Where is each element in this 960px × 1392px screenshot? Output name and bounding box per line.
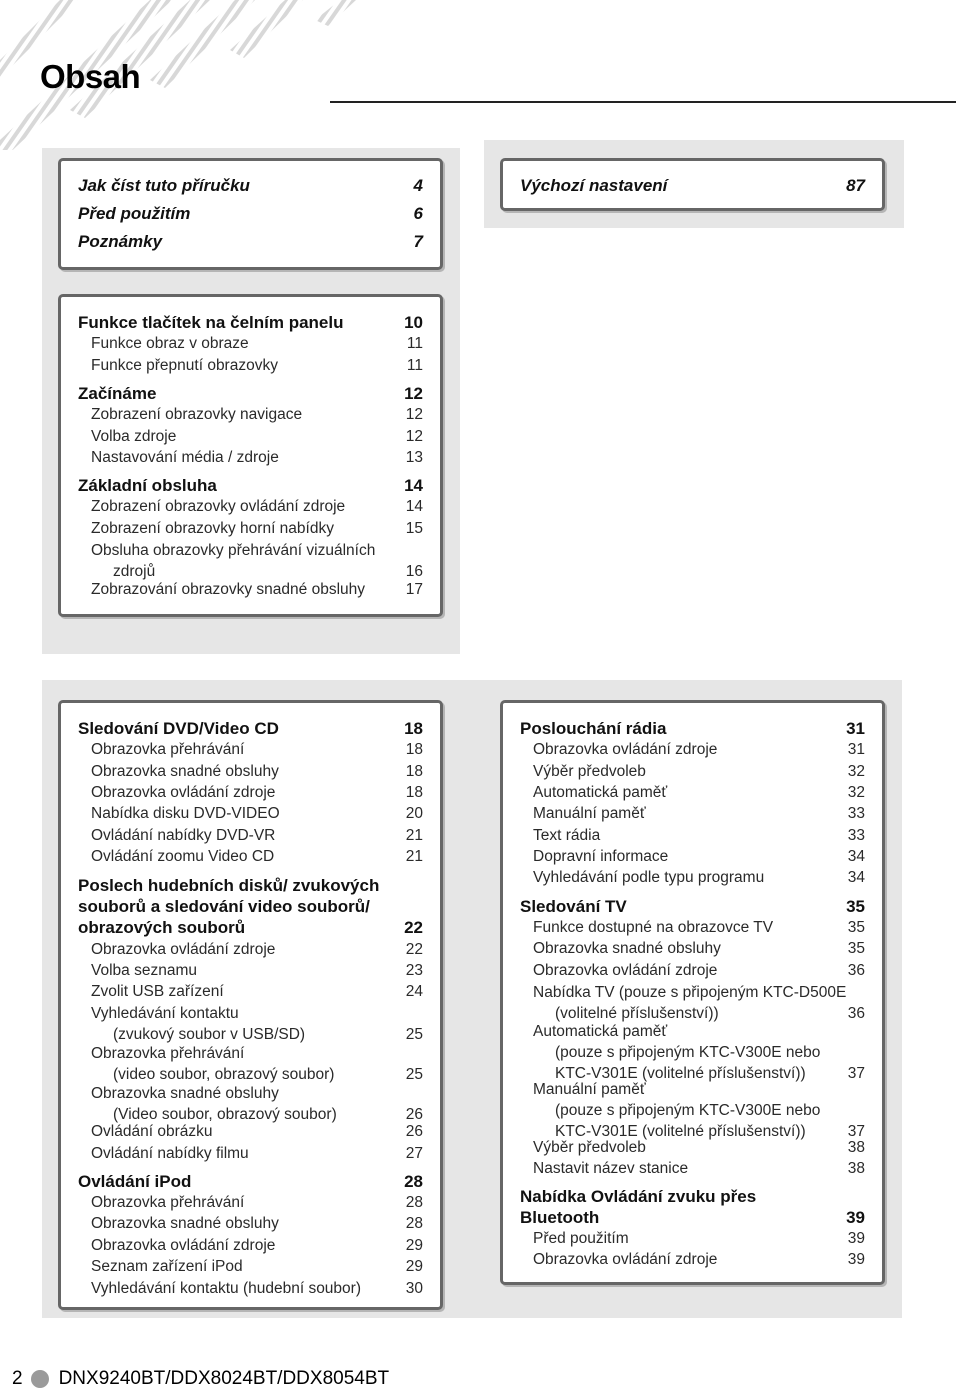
toc-entry-label: Jak číst tuto příručku <box>78 176 250 195</box>
toc-entry[interactable]: Manuální paměť (pouze s připojeným KTC-V300E nebo KTC-V301E (volitelné příslušenství)) 37 <box>533 1081 865 1140</box>
toc-section-title[interactable]: Začínáme 12 <box>78 384 423 403</box>
toc-entry[interactable]: Dopravní informace 34 <box>533 848 865 865</box>
toc-entry[interactable]: Před použitím 39 <box>533 1230 865 1247</box>
toc-entry[interactable]: Obrazovka přehrávání 18 <box>91 741 423 758</box>
toc-entry-label: Před použitím <box>78 204 191 223</box>
toc-entry[interactable]: Obrazovka snadné obsluhy (Video soubor, obrazový soubor) 26 <box>91 1085 423 1123</box>
toc-entry[interactable]: Nabídka TV (pouze s připojeným KTC-D500E (volitelné příslušenství)) 36 <box>533 984 865 1022</box>
toc-box-radio-tv <box>500 700 885 1285</box>
toc-entry[interactable]: Ovládání nabídky DVD-VR 21 <box>91 827 423 844</box>
toc-section-title[interactable]: Sledování TV 35 <box>520 897 865 916</box>
toc-entry[interactable]: Obrazovka přehrávání (video soubor, obrazový soubor) 25 <box>91 1045 423 1083</box>
toc-section-title[interactable]: Funkce tlačítek na čelním panelu 10 <box>78 313 423 332</box>
toc-entry[interactable]: Vyhledávání kontaktu (zvukový soubor v USB/SD) 25 <box>91 1005 423 1043</box>
toc-box-default-settings <box>500 158 885 211</box>
toc-entry[interactable]: Vyhledávání podle typu programu 34 <box>533 869 865 886</box>
toc-entry[interactable]: Výběr předvoleb 32 <box>533 763 865 780</box>
toc-section-title[interactable]: Poslech hudebních disků/ zvukových souborů a sledování video souborů/ obrazových souborů 22 <box>78 876 423 937</box>
toc-entry[interactable]: Volba seznamu 23 <box>91 962 423 979</box>
page-title: Obsah <box>40 58 141 95</box>
toc-entry[interactable]: Volba zdroje 12 <box>91 428 423 445</box>
toc-entry-label: Výchozí nastavení <box>520 176 668 195</box>
toc-entry[interactable]: Obrazovka snadné obsluhy 35 <box>533 940 865 957</box>
toc-entry[interactable] <box>78 204 423 224</box>
toc-entry[interactable]: Seznam zařízení iPod 29 <box>91 1258 423 1275</box>
toc-section-title[interactable]: Základní obsluha 14 <box>78 476 423 495</box>
toc-entry-page: 87 <box>846 176 865 195</box>
toc-entry[interactable]: Funkce dostupné na obrazovce TV 35 <box>533 919 865 936</box>
toc-entry[interactable]: Obrazovka ovládání zdroje 36 <box>533 962 865 979</box>
toc-entry[interactable]: Obrazovka ovládání zdroje 29 <box>91 1237 423 1254</box>
toc-section-title[interactable]: Ovládání iPod 28 <box>78 1172 423 1191</box>
toc-entry[interactable]: Zobrazení obrazovky horní nabídky 15 <box>91 520 423 537</box>
toc-entry-page: 6 <box>413 204 423 223</box>
toc-entry[interactable]: Obrazovka ovládání zdroje 31 <box>533 741 865 758</box>
toc-entry-page: 7 <box>413 232 423 251</box>
toc-entry[interactable]: Výběr předvoleb 38 <box>533 1139 865 1156</box>
toc-entry[interactable]: Automatická paměť 32 <box>533 784 865 801</box>
toc-entry[interactable]: Obrazovka ovládání zdroje 39 <box>533 1251 865 1268</box>
toc-entry[interactable]: Automatická paměť (pouze s připojeným KTC-V300E nebo KTC-V301E (volitelné příslušenství)) 37 <box>533 1023 865 1082</box>
toc-box-basics <box>58 294 443 617</box>
toc-entry[interactable]: Obrazovka ovládání zdroje 18 <box>91 784 423 801</box>
toc-section-title[interactable]: Poslouchání rádia 31 <box>520 719 865 738</box>
toc-entry[interactable] <box>78 232 423 252</box>
toc-entry[interactable]: Obrazovka ovládání zdroje 22 <box>91 941 423 958</box>
page-number: 2 <box>12 1368 23 1389</box>
toc-entry[interactable]: Zvolit USB zařízení 24 <box>91 983 423 1000</box>
toc-entry[interactable]: Ovládání zoomu Video CD 21 <box>91 848 423 865</box>
bullet-icon <box>31 1370 49 1388</box>
toc-entry[interactable]: Nastavování média / zdroje 13 <box>91 449 423 466</box>
toc-box-intro <box>58 158 443 270</box>
title-rule <box>330 101 956 103</box>
toc-entry-label: Poznámky <box>78 232 163 251</box>
toc-entry[interactable]: Text rádia 33 <box>533 827 865 844</box>
toc-entry[interactable]: Funkce obraz v obraze 11 <box>91 335 423 352</box>
toc-entry[interactable] <box>78 176 423 196</box>
toc-entry[interactable] <box>520 176 865 196</box>
toc-entry-page: 4 <box>413 176 423 195</box>
toc-entry[interactable]: Obrazovka snadné obsluhy 28 <box>91 1215 423 1232</box>
toc-entry[interactable]: Manuální paměť 33 <box>533 805 865 822</box>
toc-entry[interactable]: Nastavit název stanice 38 <box>533 1160 865 1177</box>
toc-box-media <box>58 700 443 1310</box>
page-footer <box>12 1368 389 1390</box>
toc-entry[interactable]: Zobrazování obrazovky snadné obsluhy 17 <box>91 581 423 598</box>
toc-entry[interactable]: Zobrazení obrazovky ovládání zdroje 14 <box>91 498 423 515</box>
toc-entry[interactable]: Obrazovka snadné obsluhy 18 <box>91 763 423 780</box>
toc-entry[interactable]: Nabídka disku DVD-VIDEO 20 <box>91 805 423 822</box>
toc-entry[interactable]: Obrazovka přehrávání 28 <box>91 1194 423 1211</box>
toc-entry[interactable]: Ovládání nabídky filmu 27 <box>91 1145 423 1162</box>
toc-section-title[interactable]: Sledování DVD/Video CD 18 <box>78 719 423 738</box>
toc-entry[interactable]: Zobrazení obrazovky navigace 12 <box>91 406 423 423</box>
toc-entry[interactable]: Funkce přepnutí obrazovky 11 <box>91 357 423 374</box>
toc-section-title[interactable]: Nabídka Ovládání zvuku přes Bluetooth 39 <box>520 1187 865 1227</box>
toc-entry[interactable]: Ovládání obrázku 26 <box>91 1123 423 1140</box>
model-name: DNX9240BT/DDX8024BT/DDX8054BT <box>58 1368 390 1389</box>
toc-entry[interactable]: Vyhledávání kontaktu (hudební soubor) 30 <box>91 1280 423 1297</box>
toc-entry[interactable]: Obsluha obrazovky přehrávání vizuálních zdrojů 16 <box>91 542 423 580</box>
